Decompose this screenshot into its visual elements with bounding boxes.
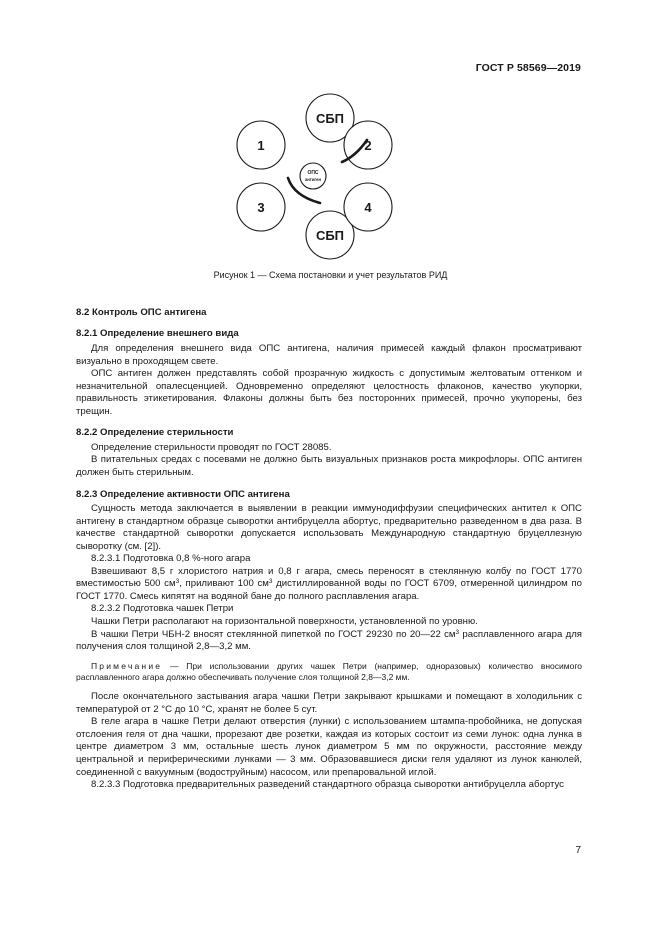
text-run: Взвешивают 8,5 г хлористого натрия и 0,8 г агара, смесь переносят в стеклянную колбу по ГОСТ 1770 вместимостью 500 см (76, 565, 582, 590)
section-8-2-title: 8.2 Контроль ОПС антигена (76, 307, 207, 318)
note (76, 661, 582, 684)
section-8-2-3-3-title: 8.2.3.3 Подготовка предварительных разведений стандартного образца сыворотки антибруцелла абортус (91, 779, 564, 791)
text-run: дистиллированной воды по ГОСТ 6709, отмеренной цилиндром по ГОСТ 1770. Смесь кипятят на водяной бане до полного расплавления агара. (76, 578, 582, 602)
note-label: Примечание (91, 660, 163, 671)
label-right-top: 2 (364, 138, 372, 153)
label-top: СБП (315, 111, 345, 126)
section-8-2-1-title: 8.2.1 Определение внешнего вида (76, 327, 239, 339)
text-run: расплавленного агара для получения слоя толщиной 2,8—3,2 мм. (76, 628, 582, 653)
rid-scheme-diagram (230, 90, 430, 265)
paragraph (76, 629, 582, 654)
text-run: , приливают 100 см (179, 578, 269, 590)
label-right-bottom: 4 (364, 200, 372, 215)
paragraph: Для определения внешнего вида ОПС антигена, наличия примесей каждый флакон просматривают визуально в проходящем свете. (76, 343, 582, 367)
paragraph (76, 566, 582, 604)
document-header: ГОСТ Р 58569—2019 (475, 62, 581, 74)
well-center (300, 163, 326, 189)
note-text: — При использовании других чашек Петри (например, одноразовых) количество вносимого расплавленного агара должно обеспечивать получение слоя толщиной 2,8—3,2 мм. (76, 660, 582, 682)
label-center-line2: антиген (304, 177, 322, 182)
superscript: 3 (175, 578, 180, 586)
page-number: 7 (575, 845, 581, 856)
superscript: 3 (455, 628, 460, 636)
label-left-bottom: 3 (257, 200, 265, 215)
label-bottom: СБП (315, 228, 345, 243)
paragraph: В геле агара в чашке Петри делают отверстия (лунки) с использованием штампа-пробойника, не допуская отслоения геля от дна чашки, прорезают две розетки, каждая из которых состоит из семи лунок: одна лунка в центре диаметром 3 мм, остальные шесть лунок диаметром 5 мм по окружности, расстояние между центральной и периферическими лунками — 3 мм. Образовавшиеся диски геля удаляют из лунок канюлей, соединенной с вакуумным (водоструйным) насосом, или препаровальной иглой. (76, 716, 582, 778)
label-center-line1: ОПС (307, 170, 319, 176)
rid-scheme-figure (230, 90, 430, 265)
paragraph: Определение стерильности проводят по ГОСТ 28085. (91, 441, 332, 453)
section-8-2-3-1-title: 8.2.3.1 Подготовка 0,8 %-ного агара (91, 553, 251, 565)
section-8-2-3-2-title: 8.2.3.2 Подготовка чашек Петри (91, 603, 234, 615)
section-8-2-2-title: 8.2.2 Определение стерильности (76, 427, 234, 439)
superscript: 3 (268, 578, 273, 586)
label-left-top: 1 (257, 138, 265, 153)
text-run: В чашки Петри ЧБН-2 вносят стеклянной пипеткой по ГОСТ 29230 по 20—22 см (91, 628, 456, 640)
paragraph: В питательных средах с посевами не должно быть визуальных признаков роста микрофлоры. ОПС антиген должен быть стерильным. (76, 454, 582, 479)
paragraph: Чашки Петри располагают на горизонтальной поверхности, установленной по уровню. (91, 616, 478, 628)
paragraph: Сущность метода заключается в выявлении в реакции иммунодиффузии специфических антител к ОПС антигену в стандартном образце сыворотки антибруцелла абортус, предварительно разведенном в два раза. В качестве стандартной сыворотки допускается использовать Международную стандартную бруцеллезную сыворотку (см. [2]). (76, 503, 582, 552)
paragraph: После окончательного застывания агара чашки Петри закрывают крышками и помещают в холодильник с температурой от 2 °С до 10 °С, хранят не более 5 сут. (76, 691, 582, 715)
figure-caption: Рисунок 1 — Схема постановки и учет результатов РИД (213, 270, 448, 280)
paragraph: ОПС антиген должен представлять собой прозрачную жидкость с допустимым желтоватым оттенком и незначительной опалесценцией. Одновременно определяют целостность флаконов, качество укупорки, правильность этикетирования. Флаконы должны быть без посторонних примесей, прочно укупорены, без трещин. (76, 368, 582, 417)
document-body (76, 307, 582, 792)
section-8-2-3-title: 8.2.3 Определение активности ОПС антигена (76, 488, 290, 500)
